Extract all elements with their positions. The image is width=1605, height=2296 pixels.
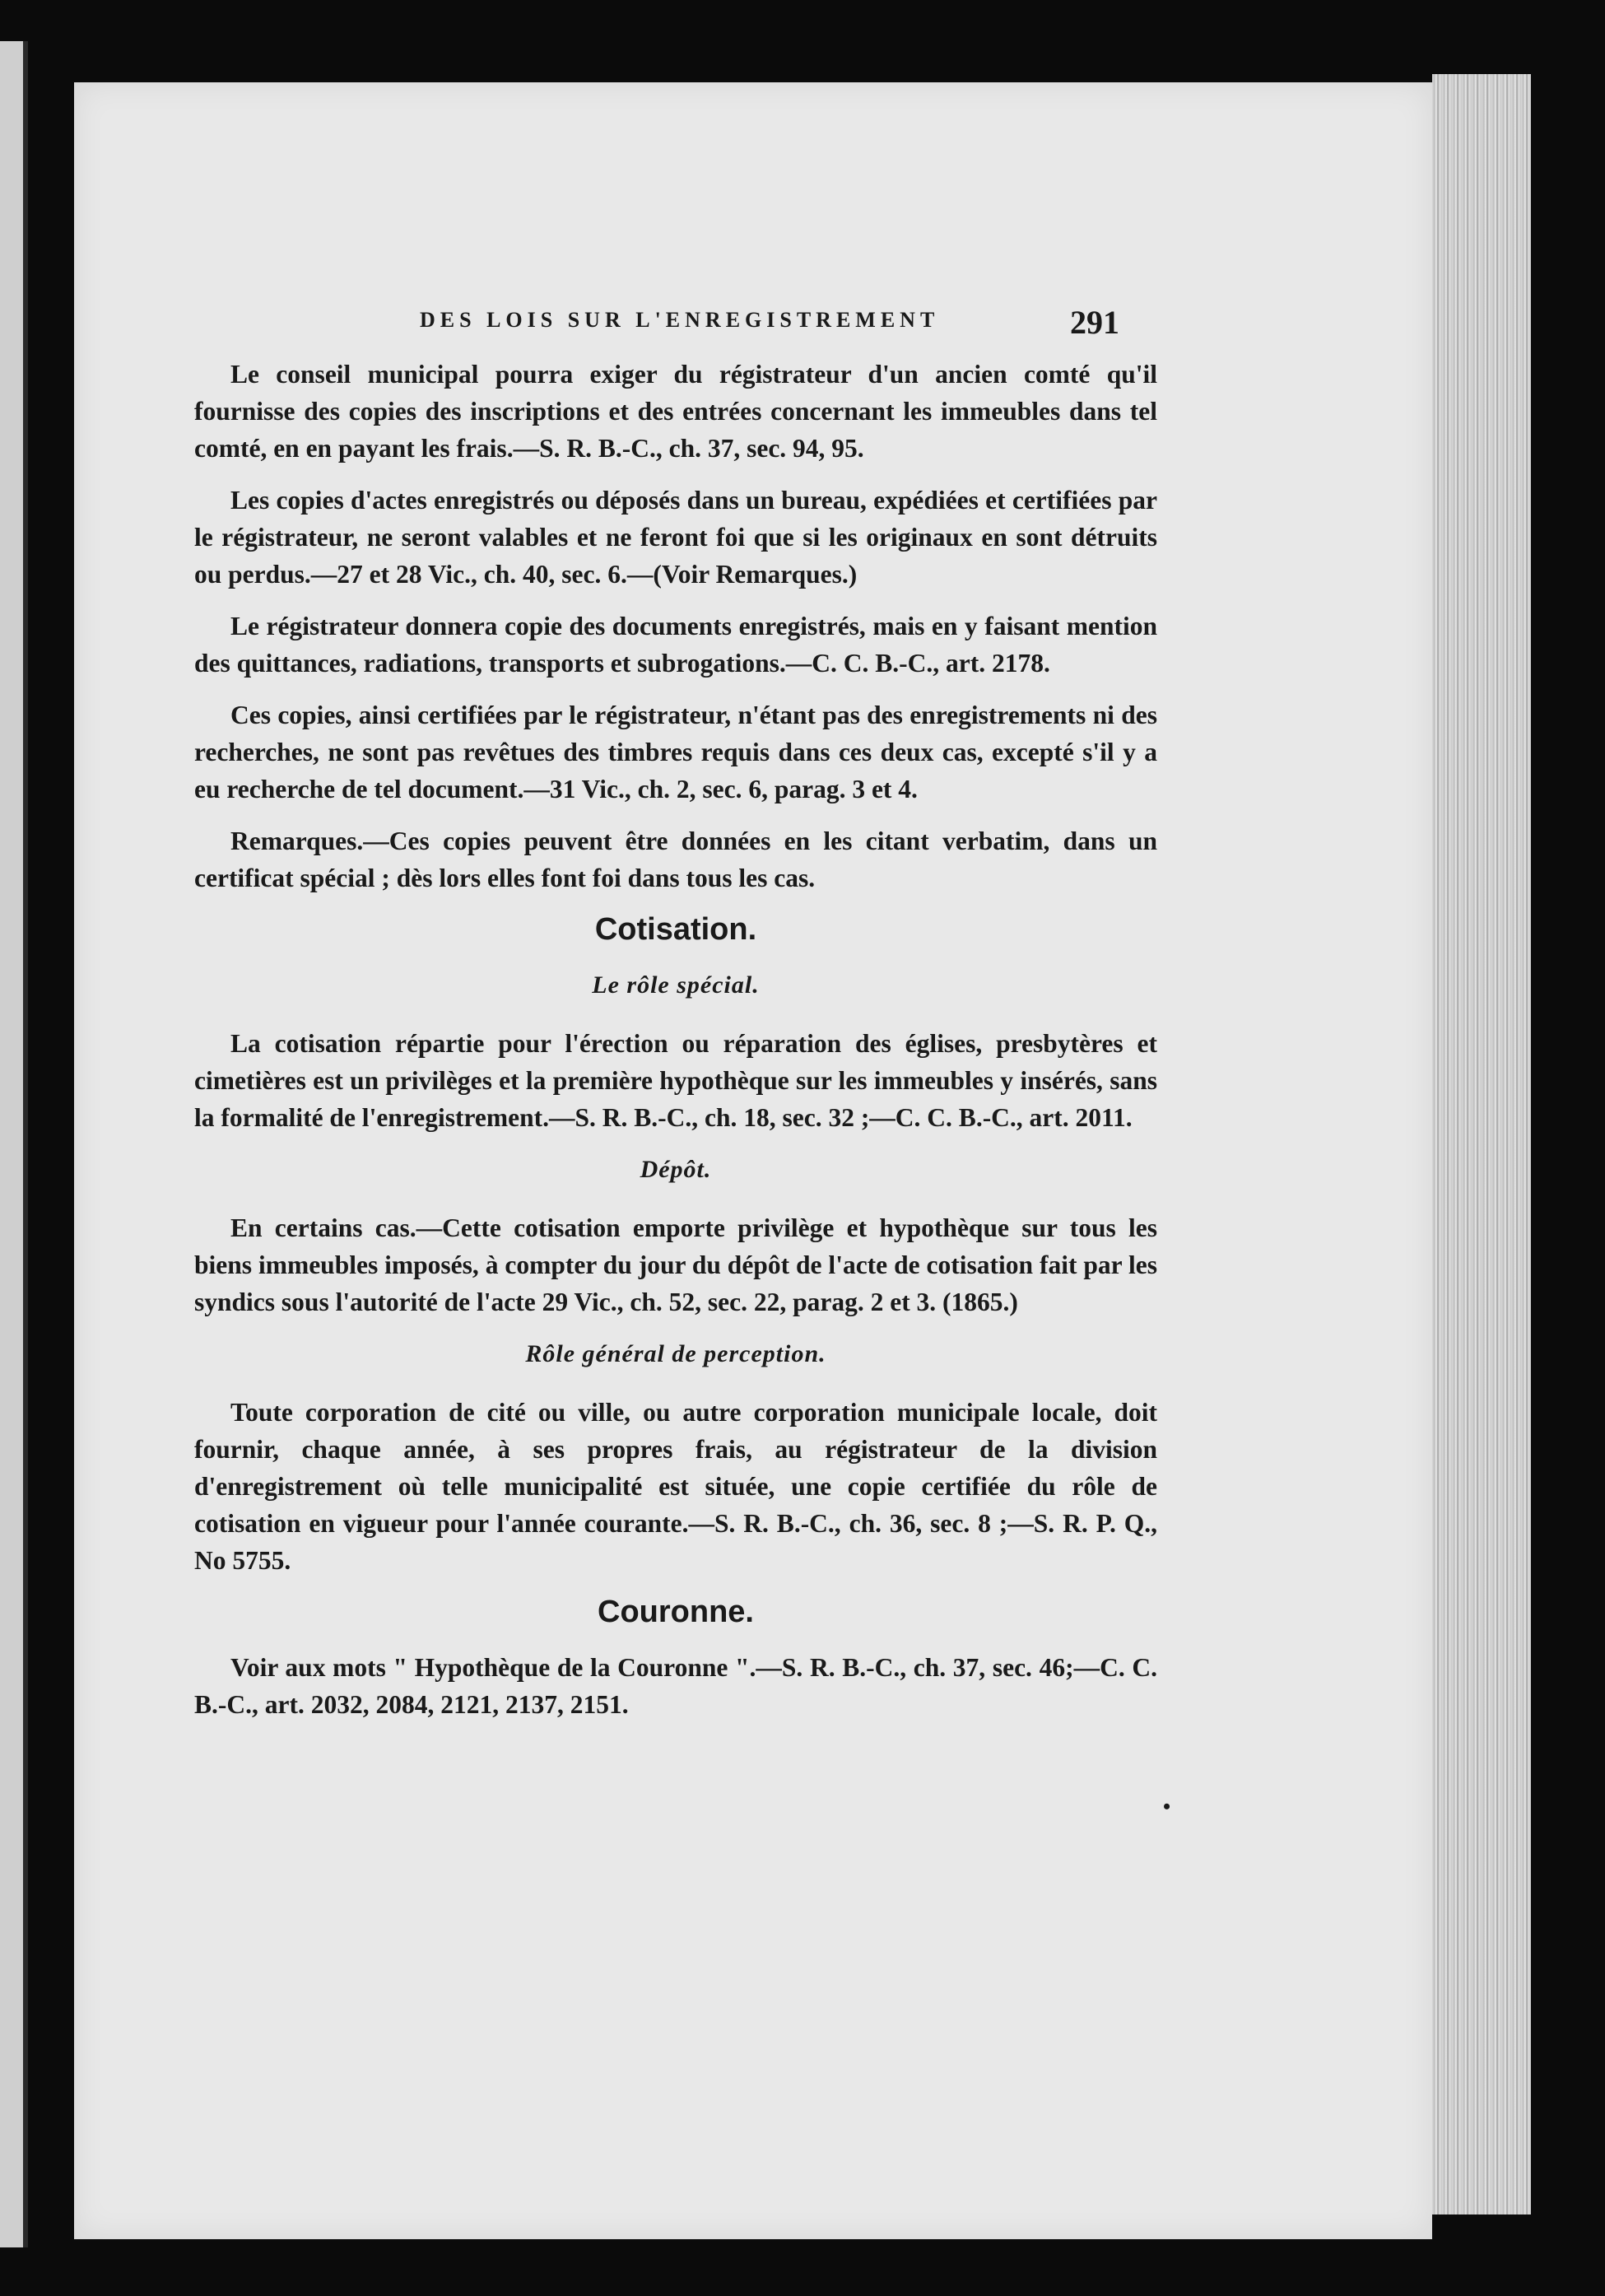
- section-heading-couronne: Couronne.: [598, 1595, 754, 1629]
- page-body: [194, 356, 1157, 1738]
- section-heading-cotisation: Cotisation.: [594, 912, 757, 947]
- page-number: 291: [1070, 304, 1119, 341]
- paragraph: La cotisation répartie pour l'érection ou réparation des églises, presbytères et cimetières est un privilèges et la première hypothèque sur les immeubles y insérés, sans la formalité de l'enregistrement.—S. R. B.-C., ch. 18, sec. 32 ;—C. C. B.-C., art. 2011.: [194, 1029, 1157, 1132]
- paragraph: En certains cas.—Cette cotisation emporte privilège et hypothèque sur tous les biens immeubles imposés, à compter du jour du dépôt de l'acte de cotisation fait par les syndics sous l'autorité de l'acte 29 Vic., ch. 52, sec. 22, parag. 2 et 3. (1865.): [194, 1213, 1157, 1316]
- paragraph: Le conseil municipal pourra exiger du régistrateur d'un ancien comté qu'il fournisse des copies des inscriptions et des entrées concernant les immeubles dans tel comté, en en payant les frais.—S. R. B.-C., ch. 37, sec. 94, 95.: [194, 360, 1157, 463]
- subheading-role-special: Le rôle spécial.: [592, 971, 760, 999]
- paragraph: Ces copies, ainsi certifiées par le régistrateur, n'étant pas des enregistrements ni des recherches, ne sont pas revêtues des timbres requis dans ces deux cas, excepté s'il y a eu recherche de tel document.—31 Vic., ch. 2, sec. 6, parag. 3 et 4.: [194, 701, 1157, 803]
- margin-mark: •: [1163, 1795, 1171, 1819]
- subheading-depot: Dépôt.: [640, 1156, 712, 1183]
- paragraph: Voir aux mots " Hypothèque de la Couronne ".—S. R. B.-C., ch. 37, sec. 46;—C. C. B.-C., art. 2032, 2084, 2121, 2137, 2151.: [194, 1653, 1157, 1719]
- previous-page-edge: [0, 41, 28, 2247]
- page-stack-edge: [1432, 74, 1531, 2214]
- running-head: DES LOIS SUR L'ENREGISTREMENT: [420, 308, 940, 332]
- paragraph: Remarques.—Ces copies peuvent être données en les citant verbatim, dans un certificat spécial ; dès lors elles font foi dans tous les cas.: [194, 827, 1157, 892]
- paragraph: Toute corporation de cité ou ville, ou autre corporation municipale locale, doit fournir, chaque année, à ses propres frais, au régistrateur de la division d'enregistrement où telle municipalité est située, une copie certifiée du rôle de cotisation en vigueur pour l'année courante.—S. R. B.-C., ch. 36, sec. 8 ;—S. R. P. Q., No 5755.: [194, 1398, 1157, 1575]
- paragraph: Le régistrateur donnera copie des documents enregistrés, mais en y faisant mention des quittances, radiations, transports et subrogations.—C. C. B.-C., art. 2178.: [194, 612, 1157, 678]
- paragraph: Les copies d'actes enregistrés ou déposés dans un bureau, expédiées et certifiées par le régistrateur, ne seront valables et ne feront foi que si les originaux en sont détruits ou perdus.—27 et 28 Vic., ch. 40, sec. 6.—(Voir Remarques.): [194, 486, 1157, 589]
- subheading-role-general: Rôle général de perception.: [525, 1340, 826, 1367]
